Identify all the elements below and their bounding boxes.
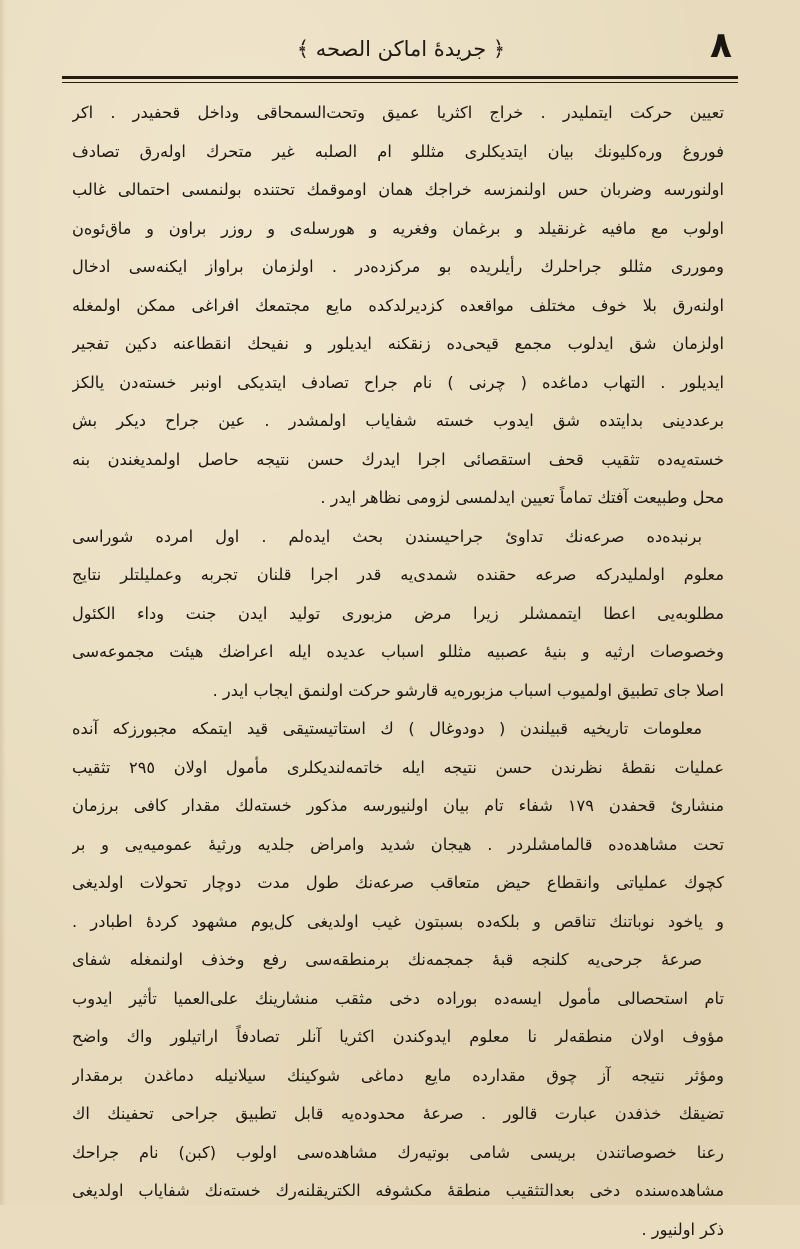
text-line: تام استحصالى مأمول ايسه‌ده بوراده دخى مثقب منشارينك على‌العميا تأثير ايدوب: [72, 980, 724, 1019]
text-line: مؤوف اولان منطقه‌لر نا معلوم ايدوكندن اكثريا آنلر تصادفاً اراتيلور واك واضح: [72, 1018, 724, 1057]
text-line: عمليات نقطهٔ نظرندن حسن نتيجه ايله خاتمه‌لنديكلرى مأمول اولان ٢٩٥ تثقيب: [72, 749, 724, 788]
body-text: [72, 94, 724, 1249]
text-line: اولوب مع مافيه غرنقيلد و برغمان وفغريه و هورسله‌ى و روزر براون و ماق‌ئوه‌ن: [72, 210, 724, 249]
page-header: [62, 30, 740, 72]
text-line: برعددينى بدايتده شق ايدوب خسته شفاياب اولمشدر . عين جراح ديكر بش: [72, 402, 724, 441]
text-line: معلومات تاريخيه قبيلندن ( دودوغال ) ك استاتيستيقى قيد ايتمكه مجبورزكه آنده: [72, 710, 724, 749]
text-line: معلوم اولمليدركه صرعه حقنده شمدى‌يه قدر اجرا قلنان تجربه وعمليلتلر نتايج: [72, 556, 724, 595]
text-line: منشارئ قحفدن ١٧٩ شفاء تام بيان اولنيورسه مذكور خسته‌لك مقدار كافى برزمان: [72, 787, 724, 826]
text-line: فوروغ وره‌كليونك بيان ايتديكلرى مثللو ام الصلبه غير متحرك اولەرق تصادف: [72, 133, 724, 172]
page-edge-shadow: [0, 0, 6, 1205]
text-line: وموررى مثللو جراحلرك رأيلريده بو مركزدەدر . اولزمان براواز ايكنه‌سى ادخال: [72, 248, 724, 287]
text-line: تعيين حركت ايتمليدر . خراج اكثريا عميق وتحت‌السمحاقى وداخل قحفيدر . اكر: [72, 94, 724, 133]
text-line: برنبده‌ده صرعه‌نك تداوئ جراحيسندن بحث ايدەلم . اول امرده شوراسى: [72, 518, 724, 557]
header-rule-thick: [62, 76, 738, 79]
text-line: اولنورسه وضربان حس اولنمزسه خراجك همان اوموقمك تحتنده بولنمسى احتمالى غالب: [72, 171, 724, 210]
text-line: ذكر اولنيور .: [72, 1211, 724, 1249]
text-line: تحت مشاهده‌ده قالمامشلردر . هيجان شديد وامراض جلديه ورثيهٔ عموميه‌يى و بر: [72, 826, 724, 865]
text-line: اصلا جاى تطبيق اولميوب اسباب مزبورەيه قارشو حركت اولنمق ايجاب ايدر .: [72, 672, 724, 711]
text-line: و ياخود نوباتنك تناقص و بلكه‌ده بسبتون غيب اولديغى كل‌يوم مشهود كردهٔ اطبادر .: [72, 903, 724, 942]
text-line: ايديلور . التهاب دماغده ( چرنى ) نام جراح تصادف ايتديكى اونبر خسته‌دن يالكز: [72, 364, 724, 403]
text-line: تضيقك خذفدن عبارت قالور . صرعهٔ محدوده‌يه قابل تطبيق جراحى تحفينك اك: [72, 1095, 724, 1134]
text-line: وخصوصات ارثيه و بنيهٔ عصبيه مثللو اسباب عديده ايله اعراضك هيئت مجموعه‌سى: [72, 633, 724, 672]
running-title: ﴿ جريدهٔ اماكن الصحه ﴾: [62, 34, 740, 64]
text-line: ومؤثر نتيجه آز چوق مقدارده مايع دماغى شوكينك سيلانيله دماغدن برمقدار: [72, 1057, 724, 1096]
text-line: محل وطبيعت آفتك تماماً تعيين ايدلمسى لزومى نظاهر ايدر .: [72, 479, 724, 518]
page-number: ٨: [710, 24, 732, 68]
header-rule-thin: [62, 82, 738, 83]
text-line: مشاهده‌سنده دخى بعدالتثقيب منطقهٔ مكشوفه الكتريقلنه‌رك خسته‌نك شفاياب اولديغى: [72, 1172, 724, 1211]
text-line: اولنەرق بلا خوف مختلف مواقعده كزديرلدكده مايع مجتمعك افراغى ممكن اولمغله: [72, 287, 724, 326]
text-line: مطلوبه‌يى اعطا ايتممشلر زيرا مرض مزبورى توليد ايدن جنت وداء الكئول: [72, 595, 724, 634]
text-line: صرعهٔ جرحى‌يه كلنجه قبهٔ جمجمه‌نك برمنطقه‌سى رفع وخذف اولنمغله شفاى: [72, 941, 724, 980]
text-line: اولزمان شق ايدلوب مجمع قيحى‌ده زنقكنه ايديلور و نفيحك انقطاعنه دكين تفجير: [72, 325, 724, 364]
text-line: كچوك عملياتى وانقطاع حيض متعاقب صرعه‌نك طول مدت دوچار تحولات اولديغى: [72, 864, 724, 903]
text-line: رعنا خصوصاتندن بريسى شامى بوتيه‌رك مشاهده‌سى اولوب (كبن) نام جراحك: [72, 1134, 724, 1173]
text-line: خسته‌يەده تثقيب قحف استقصائى اجرا ايدرك حسن نتيجه حاصل اولمديغندن بنه: [72, 441, 724, 480]
